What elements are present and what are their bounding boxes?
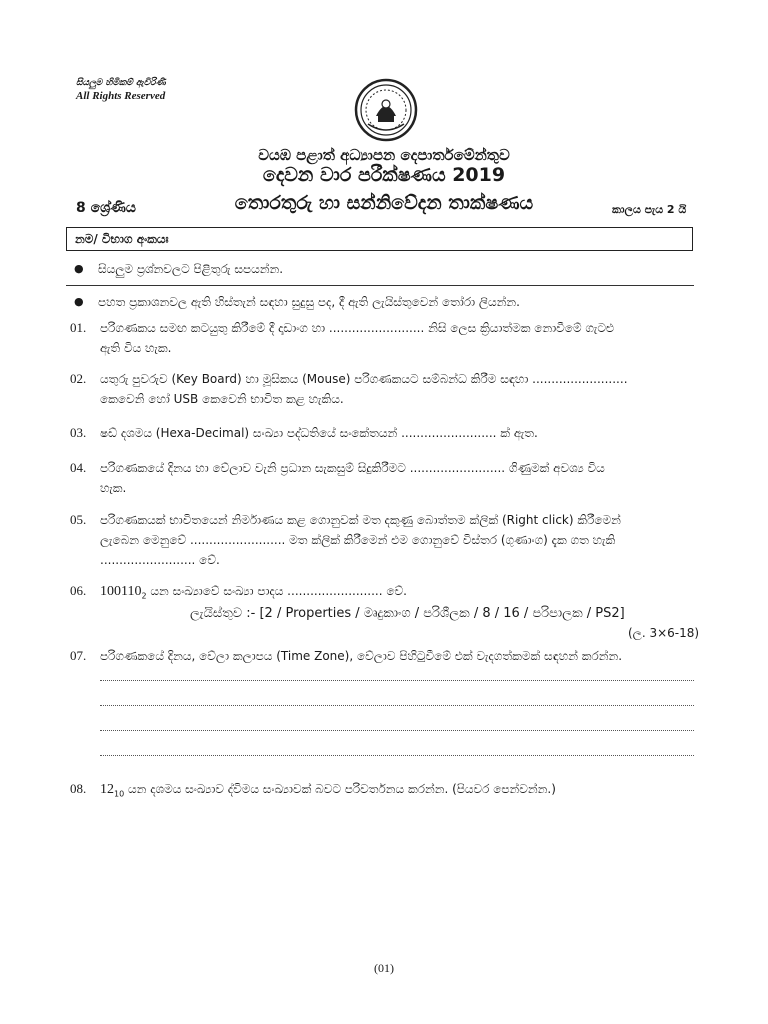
word-list: ලැයිස්තුව :- [2 / Properties / මෘදුකාංග / පරිශීලක / 8 / 16 / පරිපාලක / PS2] xyxy=(190,606,625,621)
divider xyxy=(66,285,694,286)
page-number: (01) xyxy=(374,961,394,975)
binary-value: 100110 xyxy=(100,584,142,599)
exam-title: දෙවන වාර පරීක්ෂණය 2019 xyxy=(262,164,506,186)
bullet-icon: ● xyxy=(74,262,84,275)
base-subscript: 10 xyxy=(114,789,125,799)
answer-line[interactable] xyxy=(100,730,694,731)
rights-sinhala: සියලුම හිමිකම් ඇවිරිණි xyxy=(76,78,166,88)
marks-label: (ල. 3×6-18) xyxy=(628,626,700,640)
instruction-item: ● සියලුම ප්‍රශ්නවලට පිළිතුරු සපයන්න. xyxy=(74,262,284,276)
decimal-value: 12 xyxy=(100,782,114,797)
answer-line[interactable] xyxy=(100,705,694,706)
subject-title: තොරතුරු හා සන්නිවේදන තාක්ෂණය xyxy=(234,192,534,214)
name-box[interactable] xyxy=(66,227,693,251)
bullet-icon: ● xyxy=(74,295,84,308)
department-title: වයඹ පළාත් අධ්‍යාපන දෙපාර්තමේන්තුව xyxy=(258,146,510,164)
base-subscript: 2 xyxy=(141,591,147,601)
answer-line[interactable] xyxy=(100,755,694,756)
grade-label: 8 ශ්‍රේණිය xyxy=(76,200,136,216)
answer-line[interactable] xyxy=(100,680,694,681)
rights-english: All Rights Reserved xyxy=(76,90,166,102)
duration-label: කාලය පැය 2 යි xyxy=(612,203,687,216)
instruction-item: ● පහත ප්‍රකාශනවල ඇති හිස්තැන් සඳහා සුදුසු පද, දී ඇති ලැයිස්තුවෙන් තෝරා ලියන්න. xyxy=(74,295,520,309)
emblem-icon xyxy=(354,78,418,142)
name-box-label: නම/ විභාග අංකයඃ xyxy=(75,232,169,246)
